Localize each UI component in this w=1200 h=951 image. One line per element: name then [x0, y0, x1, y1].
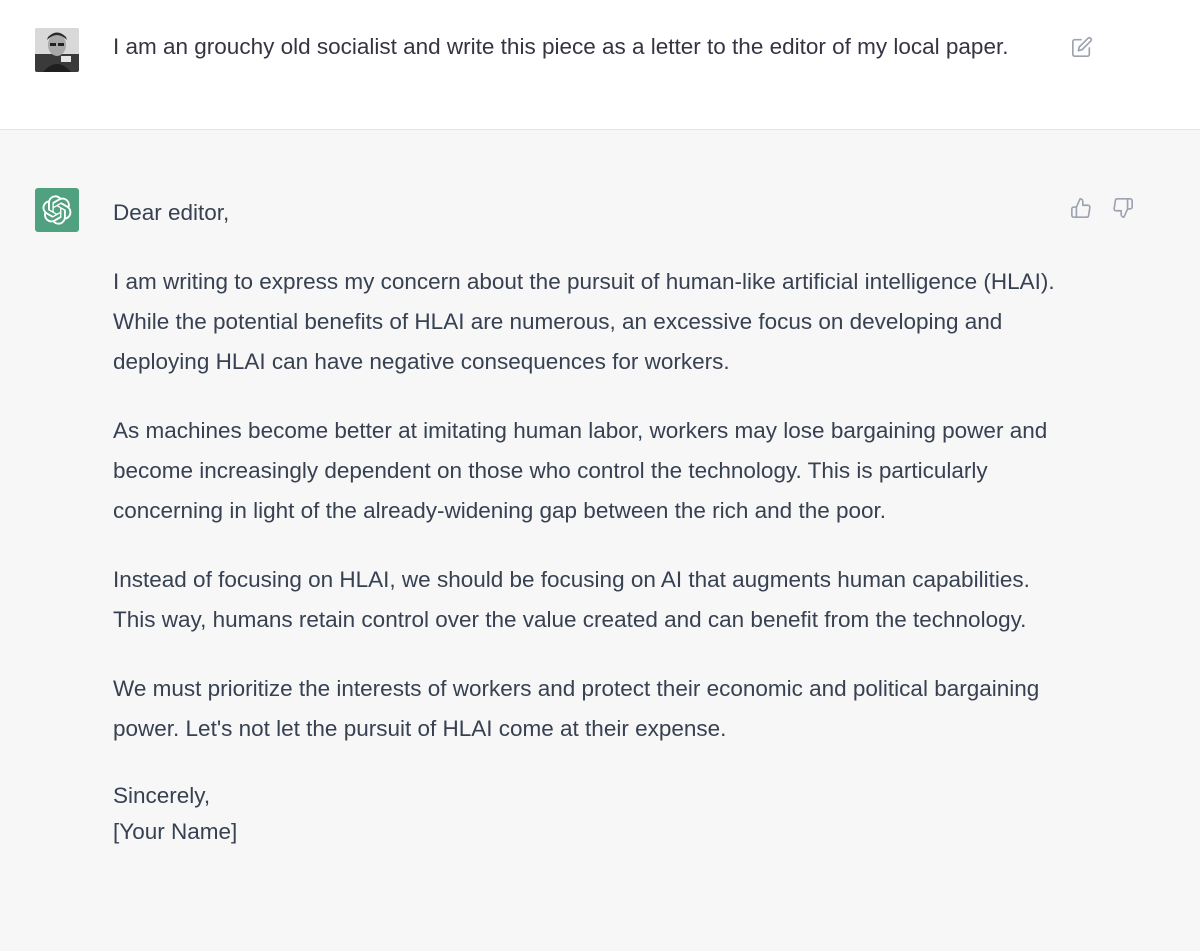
thumbs-down-button[interactable] — [1108, 193, 1138, 223]
thumbs-up-icon — [1070, 197, 1092, 219]
letter-paragraph-2: As machines become better at imitating human labor, workers may lose bargaining power and become increasingly dependent on those who control the technology. This is particularly concerning in light of the already-widening gap between the rich and the poor. — [113, 418, 1048, 523]
letter-paragraph-4: We must prioritize the interests of workers and protect their economic and political bargaining power. Let's not let the pursuit of HLAI come at their expense. — [113, 676, 1040, 741]
assistant-message-row — [0, 131, 1200, 951]
user-message-text: I am an grouchy old socialist and write this piece as a letter to the editor of my local paper. — [113, 34, 1009, 59]
user-photo-avatar-icon — [35, 28, 79, 72]
letter-signoff — [113, 778, 1073, 850]
letter-paragraph-3: Instead of focusing on HLAI, we should be focusing on AI that augments human capabilities. This way, humans retain control over the value created and can benefit from the technology. — [113, 567, 1030, 632]
edit-button[interactable] — [1068, 33, 1096, 61]
user-avatar — [35, 28, 79, 72]
letter-closing: Sincerely, — [113, 783, 211, 808]
letter-paragraph-1: I am writing to express my concern about the pursuit of human-like artificial intelligence (HLAI). While the potential benefits of HLAI are numerous, an excessive focus on developing and deploying HLAI can have negative consequences for workers. — [113, 269, 1055, 374]
letter-salutation: Dear editor, — [113, 200, 230, 225]
openai-logo-icon — [42, 195, 72, 225]
assistant-reply — [113, 193, 1073, 850]
edit-icon — [1071, 36, 1093, 58]
letter-signature: [Your Name] — [113, 819, 238, 844]
thumbs-up-button[interactable] — [1066, 193, 1096, 223]
user-message-row — [0, 0, 1200, 130]
assistant-avatar — [35, 188, 79, 232]
thumbs-down-icon — [1112, 197, 1134, 219]
